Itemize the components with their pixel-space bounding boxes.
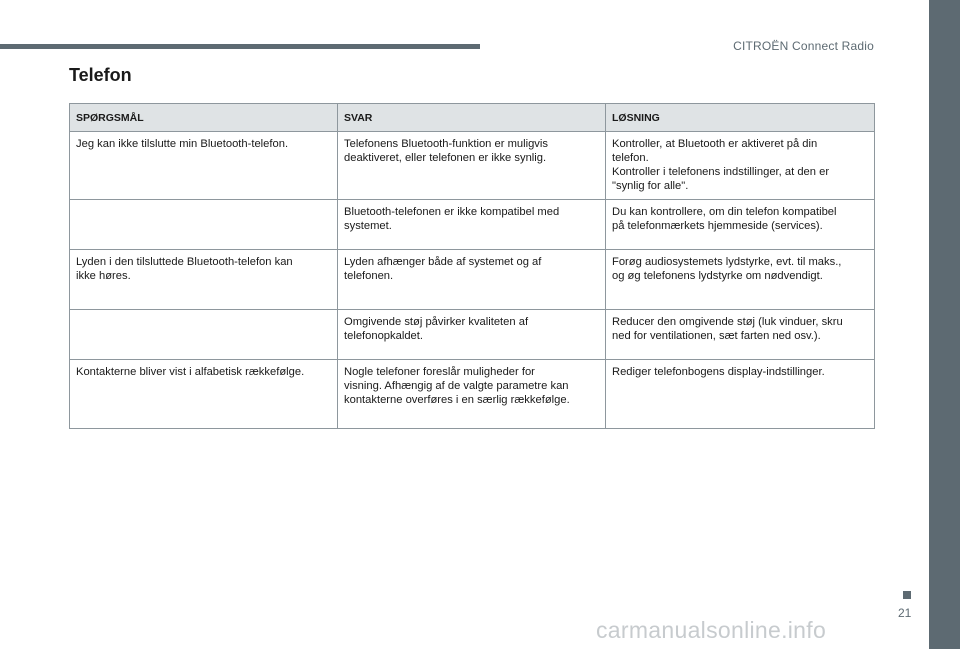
question-cell [70, 200, 338, 250]
question-cell: Kontakterne bliver vist i alfabetisk rækkefølge. [70, 360, 338, 429]
column-header-question: SPØRGSMÅL [70, 104, 338, 132]
solution-cell: Kontroller, at Bluetooth er aktiveret på din telefon. Kontroller i telefonens indstillinger, at den er "synlig for alle". [606, 132, 875, 200]
column-header-answer: SVAR [338, 104, 606, 132]
page-number: 21 [898, 606, 912, 620]
table-row [70, 250, 875, 310]
table-row [70, 360, 875, 429]
question-cell: Jeg kan ikke tilslutte min Bluetooth-telefon. [70, 132, 338, 200]
answer-cell: Nogle telefoner foreslår muligheder for visning. Afhængig af de valgte parametre kan kontakterne overføres i en særlig rækkefølge. [338, 360, 606, 429]
solution-cell: Forøg audiosystemets lydstyrke, evt. til maks., og øg telefonens lydstyrke om nødvendigt. [606, 250, 875, 310]
answer-cell: Lyden afhænger både af systemet og af telefonen. [338, 250, 606, 310]
column-header-solution: LØSNING [606, 104, 875, 132]
solution-cell: Rediger telefonbogens display-indstillinger. [606, 360, 875, 429]
faq-table [69, 103, 875, 429]
question-cell [70, 310, 338, 360]
answer-cell: Omgivende støj påvirker kvaliteten af telefonopkaldet. [338, 310, 606, 360]
header-brand: CITROËN Connect Radio [733, 39, 874, 53]
question-cell: Lyden i den tilsluttede Bluetooth-telefon kan ikke høres. [70, 250, 338, 310]
page-marker-square [903, 591, 911, 599]
table-row [70, 200, 875, 250]
answer-cell: Telefonens Bluetooth-funktion er muligvis deaktiveret, eller telefonen er ikke synlig. [338, 132, 606, 200]
header-rule [0, 44, 480, 49]
solution-cell: Du kan kontrollere, om din telefon kompatibel på telefonmærkets hjemmeside (services). [606, 200, 875, 250]
table-header-row [70, 104, 875, 132]
solution-cell: Reducer den omgivende støj (luk vinduer, skru ned for ventilationen, sæt farten ned osv.). [606, 310, 875, 360]
table-row [70, 132, 875, 200]
side-strip [929, 0, 960, 649]
watermark: carmanualsonline.info [596, 617, 827, 643]
answer-cell: Bluetooth-telefonen er ikke kompatibel med systemet. [338, 200, 606, 250]
page-title: Telefon [69, 65, 132, 85]
table-row [70, 310, 875, 360]
